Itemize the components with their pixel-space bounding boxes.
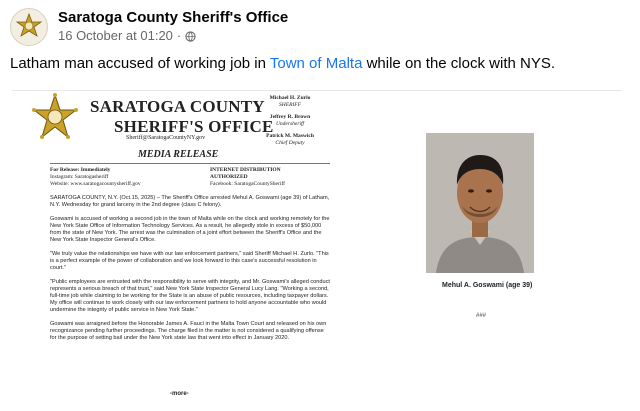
release-instagram: Instagram: Saratogasheriff bbox=[50, 174, 109, 180]
post-text bbox=[10, 54, 630, 73]
post-link-town-of-malta[interactable]: Town of Malta bbox=[269, 55, 363, 72]
globe-icon bbox=[185, 31, 196, 42]
sheriff-star-icon bbox=[14, 12, 44, 42]
mugshot-caption: Mehul A. Goswami (age 39) bbox=[442, 282, 533, 289]
staff-role: Chief Deputy bbox=[275, 140, 305, 146]
sheriff-badge-icon bbox=[30, 93, 80, 143]
end-marker: ### bbox=[476, 313, 487, 319]
release-paragraph: Goswami is accused of working a second job in the town of Malta while on the clock and working remotely for the New York State Office of Information Technology Services. As a result, he allegedly stole in excess of $50,000 from the state of New York. The arrest was the culmination of a joint effort between the Sheriff's Office and the New York State Inspector General's Office. bbox=[50, 216, 330, 243]
release-info-left bbox=[50, 167, 141, 188]
release-body bbox=[50, 195, 330, 349]
release-immediately: For Release: Immediately bbox=[50, 167, 111, 173]
release-paragraph: SARATOGA COUNTY, N.Y. (Oct.15, 2025) – The Sheriff's Office arrested Mehul A. Goswami (age 39) of Latham, N.Y. Wednesday for grand larceny in the 2nd degree (class C felony). bbox=[50, 195, 330, 208]
more-marker: -more- bbox=[170, 391, 189, 397]
staff-role: Undersheriff bbox=[275, 121, 305, 127]
post-text-before: Latham man accused of working job in bbox=[10, 55, 270, 72]
press-release-document bbox=[30, 91, 330, 409]
mugshot-image bbox=[426, 133, 534, 273]
media-release-label: MEDIA RELEASE bbox=[138, 149, 219, 160]
post-text-after: while on the clock with NYS. bbox=[362, 55, 556, 72]
release-info-right bbox=[210, 167, 292, 188]
post-meta bbox=[58, 27, 288, 45]
release-paragraph: Goswami was arraigned before the Honorable James A. Fauci in the Malta Town Court and released on his own recognizance pending further proceedings. The charge filed in the matter is not considered a qualifying offense for the purpose of setting bail under the New York state law that went into effect in January 2020. bbox=[50, 321, 327, 341]
divider bbox=[50, 163, 330, 164]
post-header bbox=[10, 8, 288, 46]
release-facebook: Facebook: SaratogaCountySheriff bbox=[210, 181, 285, 187]
release-title-line1: SARATOGA COUNTY bbox=[90, 97, 265, 116]
post-timestamp[interactable]: 16 October at 01:20 bbox=[58, 28, 173, 43]
mugshot-photo bbox=[426, 133, 534, 273]
staff-role: SHERIFF bbox=[279, 102, 301, 108]
release-title-line2: SHERIFF'S OFFICE bbox=[114, 117, 274, 136]
page-avatar[interactable] bbox=[10, 8, 48, 46]
release-paragraph: "We truly value the relationships we have with our law enforcement partners," said Sheriff Michael H. Zurlo. "This is a perfect example of the power of collaboration and we look forward to this case's successful resolution in court." bbox=[50, 251, 329, 271]
meta-separator: · bbox=[176, 28, 182, 43]
page-name[interactable]: Saratoga County Sheriff's Office bbox=[58, 9, 289, 26]
press-release-image[interactable] bbox=[12, 90, 622, 409]
staff-name: Patrick M. Maswich bbox=[266, 133, 314, 139]
internet-distribution: INTERNET DISTRIBUTION AUTHORIZED bbox=[210, 167, 281, 180]
staff-name: Jeffrey R. Brown bbox=[269, 114, 311, 120]
release-email: Sheriff@SaratogaCountyNY.gov bbox=[126, 135, 206, 141]
release-website: Website: www.saratogacountysheriff.gov bbox=[50, 181, 141, 187]
release-paragraph: "Public employees are entrusted with the responsibility to serve with integrity, and Mr. Goswami's alleged conduct represents a serious breach of that trust," said New York State Inspector General Lucy Lang. "Working a second, full-time job while claiming to be working for the State is an abuse of public resources, including taxpayer dollars. My office will continue to work closely with our law enforcement partners to hold anyone accountable who would undermine the integrity of public service in New York State." bbox=[50, 279, 330, 313]
staff-list bbox=[250, 95, 330, 152]
staff-name: Michael H. Zurlo bbox=[269, 95, 311, 101]
